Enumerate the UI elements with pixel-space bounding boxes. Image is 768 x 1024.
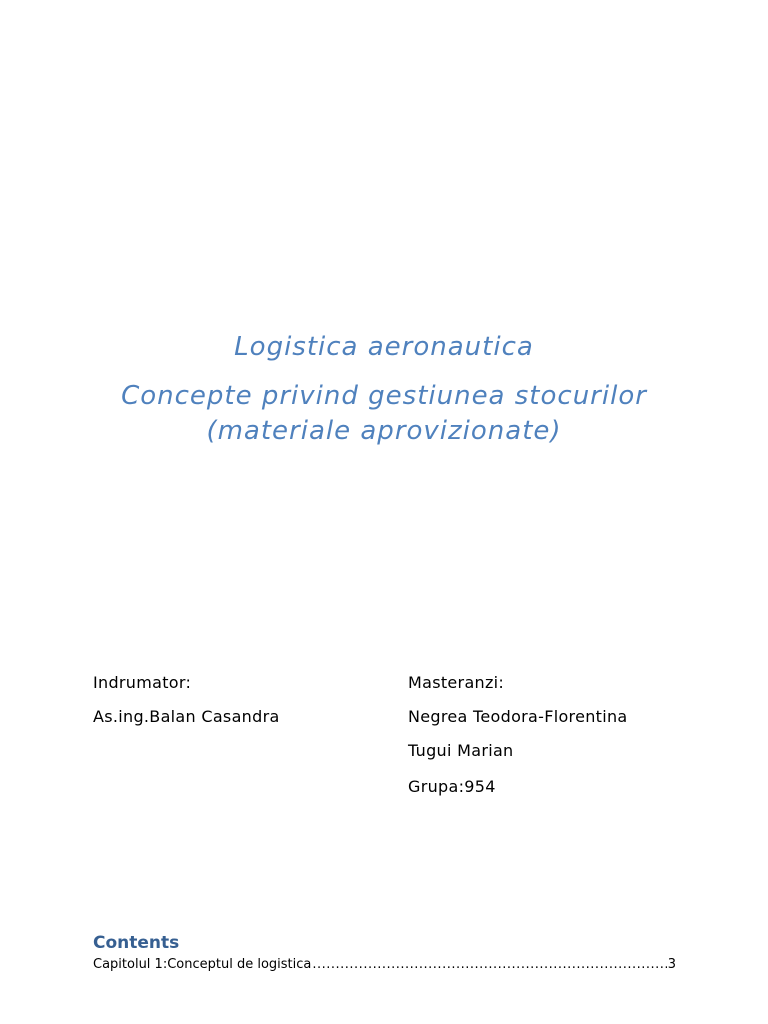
title-subtitle-continued: (materiale aprovizionate) xyxy=(206,416,562,446)
student-name: Tugui Marian xyxy=(408,741,514,760)
students-label: Masteranzi: xyxy=(408,673,505,692)
student-name: Negrea Teodora-Florentina xyxy=(408,707,628,726)
supervisor-label: Indrumator: xyxy=(93,673,192,692)
contents-heading: Contents xyxy=(93,933,180,953)
toc-entry[interactable] xyxy=(93,955,676,975)
supervisor-name: As.ing.Balan Casandra xyxy=(93,707,280,726)
title-main: Logistica aeronautica xyxy=(234,332,534,362)
toc-entry-label[interactable]: Capitolul 1:Conceptul de logistica xyxy=(93,957,312,972)
group-number: Grupa:954 xyxy=(408,777,496,796)
title-subtitle: Concepte privind gestiunea stocurilor xyxy=(121,381,647,411)
toc-entry-page[interactable]: 3 xyxy=(667,957,676,972)
toc-dot-leader xyxy=(312,955,666,975)
